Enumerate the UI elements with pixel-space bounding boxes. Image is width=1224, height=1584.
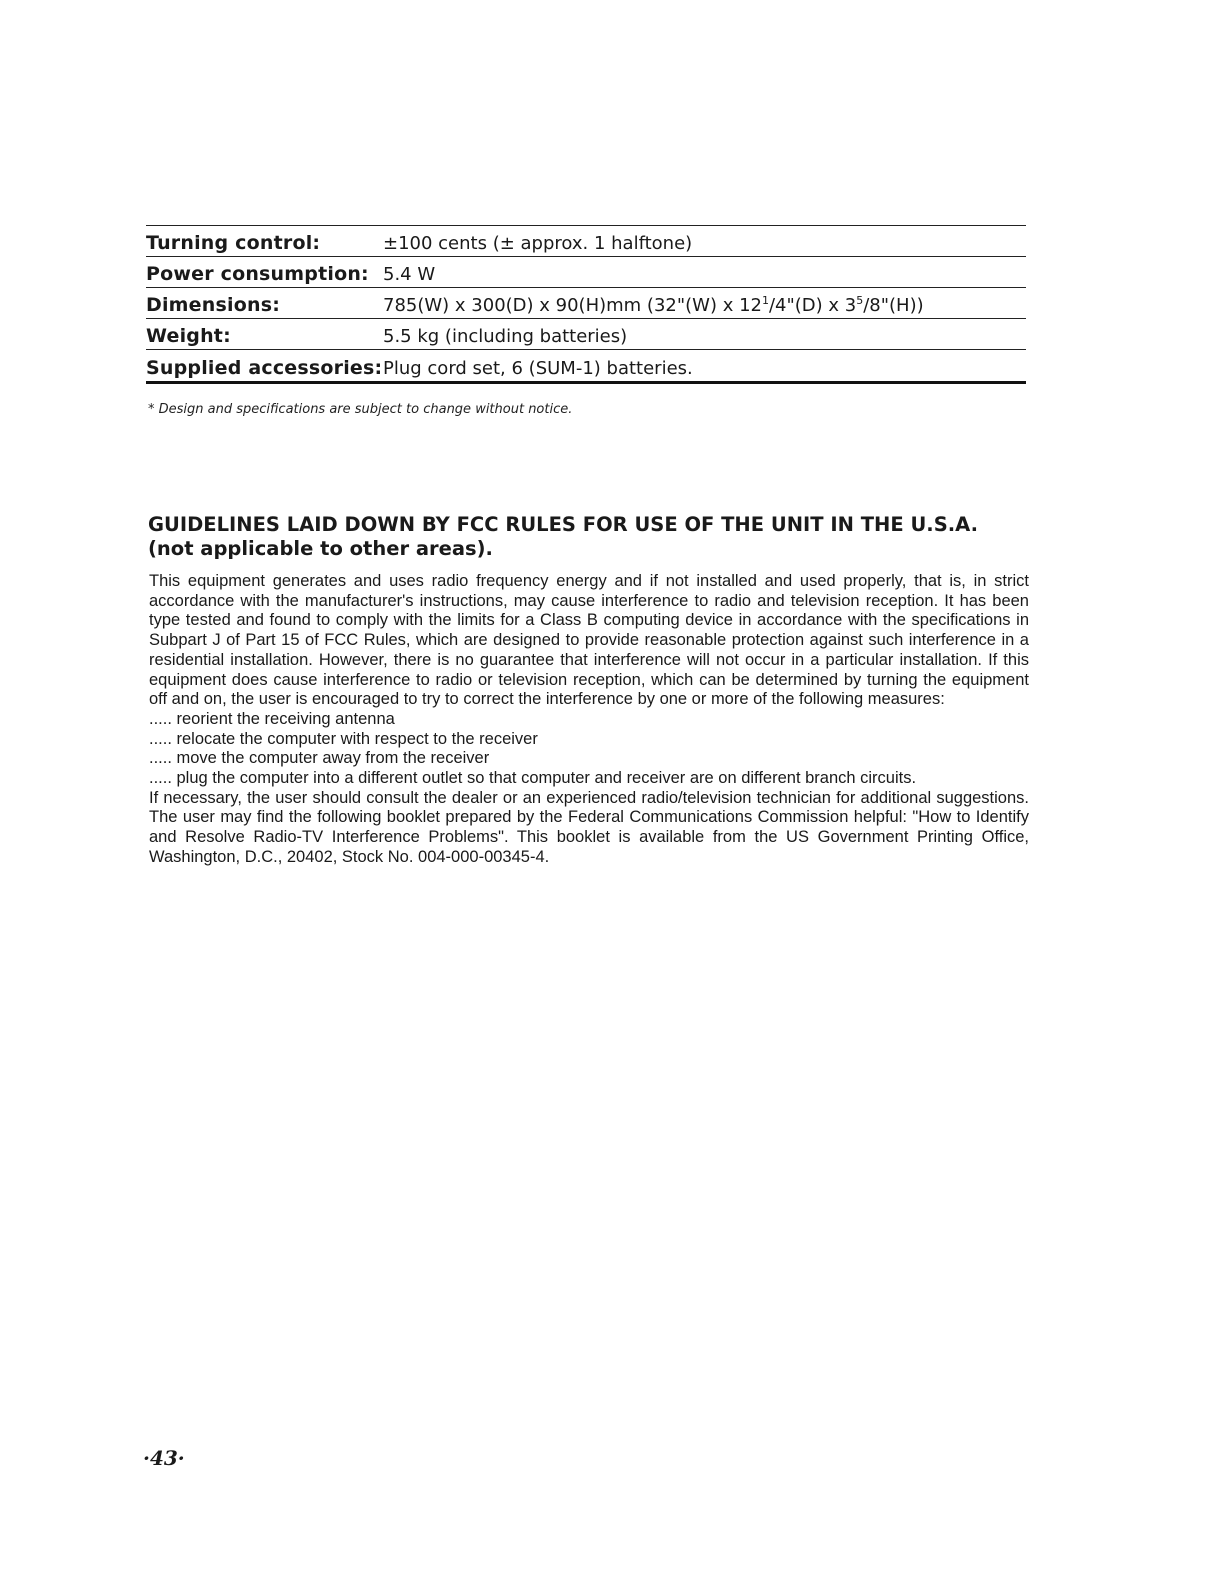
spec-row-dimensions — [146, 288, 1026, 319]
measure-item: ..... reorient the receiving antenna — [149, 709, 395, 728]
spec-label: Dimensions: — [146, 294, 281, 316]
spec-label: Power consumption: — [146, 263, 369, 285]
specifications-note: * Design and specifications are subject to change without notice. — [148, 402, 573, 417]
spec-label: Weight: — [146, 325, 231, 347]
spec-value — [383, 294, 924, 316]
measure-item: ..... move the computer away from the receiver — [149, 749, 490, 768]
spec-value: 5.4 W — [383, 264, 436, 285]
spec-row-supplied-accessories — [146, 350, 1026, 384]
fcc-paragraph-2: If necessary, the user should consult the dealer or an experienced radio/television technician for additional suggestions. The user may find the following booklet prepared by the Federal Communications Commission helpful: "How to Identify and Resolve Radio-TV Interference Problems". This booklet is available from the US Government Printing Office, Washington, D.C., 20402, Stock No. 004-000-00345-4. — [149, 788, 1029, 866]
fcc-paragraph-1: This equipment generates and uses radio frequency energy and if not installed and used properly, that is, in strict accordance with the manufacturer's instructions, may cause interference to radio and television reception. It has been type tested and found to comply with the limits for a Class B computing device in accordance with the specifications in Subpart J of Part 15 of FCC Rules, which are designed to provide reasonable protection against such interference in a residential installation. However, there is no guarantee that interference will not occur in a particular installation. If this equipment does cause interference to radio or television reception, which can be determined by turning the equipment off and on, the user is encouraged to try to correct the interference by one or more of the following measures: — [149, 572, 1029, 709]
dimensions-text: /4"(D) x 3 — [768, 295, 857, 316]
spec-value: Plug cord set, 6 (SUM-1) batteries. — [383, 358, 693, 379]
spec-value: 5.5 kg (including batteries) — [383, 326, 628, 347]
dimensions-text: 785(W) x 300(D) x 90(H)mm (32"(W) x 12 — [383, 295, 762, 316]
spec-row-turning-control — [146, 226, 1026, 257]
fcc-heading-line1: GUIDELINES LAID DOWN BY FCC RULES FOR USE OF THE UNIT IN THE U.S.A. — [148, 513, 979, 536]
spec-value: ±100 cents (± approx. 1 halftone) — [383, 233, 693, 254]
spec-row-power-consumption — [146, 257, 1026, 288]
dimensions-text: /8"(H)) — [863, 295, 924, 316]
measure-item: ..... plug the computer into a different outlet so that computer and receiver are on different branch circuits. — [149, 769, 917, 788]
spec-row-weight — [146, 319, 1026, 350]
fcc-body — [149, 572, 1029, 868]
page-number: ·43· — [143, 1446, 185, 1470]
fraction-numerator: 1 — [761, 294, 769, 307]
specifications-table — [146, 225, 1026, 384]
spec-label: Turning control: — [146, 232, 321, 254]
spec-label: Supplied accessories: — [146, 357, 383, 379]
measure-item: ..... relocate the computer with respect to the receiver — [149, 729, 538, 748]
fraction-numerator: 5 — [856, 294, 864, 307]
fcc-heading — [148, 513, 1048, 561]
fcc-heading-line2: (not applicable to other areas). — [148, 537, 493, 560]
